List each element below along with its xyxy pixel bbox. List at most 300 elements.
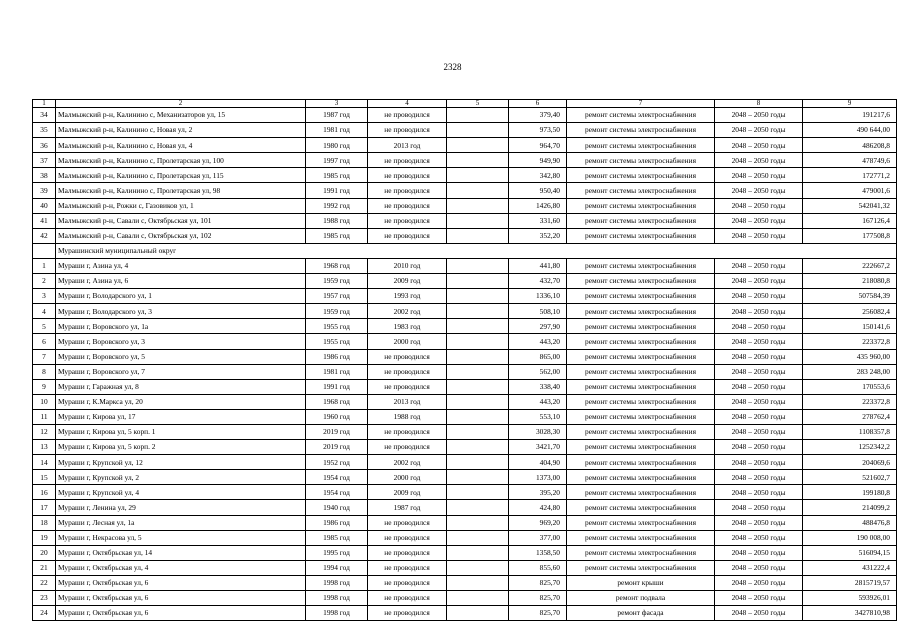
table-cell <box>447 440 509 455</box>
table-cell <box>33 243 56 258</box>
table-cell <box>447 168 509 183</box>
table-row <box>33 591 897 606</box>
table-row <box>33 394 897 409</box>
register-table <box>32 99 897 621</box>
table-cell: 172771,2 <box>803 168 897 183</box>
table-row <box>33 545 897 560</box>
table-cell: 1987 год <box>368 500 447 515</box>
table-cell: ремонт системы электроснабжения <box>567 319 715 334</box>
table-cell: 2009 год <box>368 274 447 289</box>
table-row <box>33 228 897 243</box>
table-cell: 949,90 <box>509 153 567 168</box>
table-cell: 825,70 <box>509 575 567 590</box>
table-cell: 2000 год <box>368 334 447 349</box>
table-cell: ремонт системы электроснабжения <box>567 138 715 153</box>
table-row <box>33 274 897 289</box>
table-cell: 1993 год <box>368 289 447 304</box>
table-cell: 352,20 <box>509 228 567 243</box>
table-row <box>33 123 897 138</box>
table-cell: Мураши г, Некрасова ул, 5 <box>56 530 306 545</box>
table-cell: 1985 год <box>306 168 368 183</box>
table-cell: ремонт системы электроснабжения <box>567 530 715 545</box>
table-cell: 40 <box>33 198 56 213</box>
table-cell: 1992 год <box>306 198 368 213</box>
table-cell: 2019 год <box>306 440 368 455</box>
table-cell: Мураши г, Володарского ул, 3 <box>56 304 306 319</box>
table-cell: Мураши г, Кирова ул, 5 корп. 1 <box>56 424 306 439</box>
table-cell: 1983 год <box>368 319 447 334</box>
table-cell: ремонт крыши <box>567 575 715 590</box>
table-cell: 950,40 <box>509 183 567 198</box>
table-cell: 13 <box>33 440 56 455</box>
table-cell: ремонт системы электроснабжения <box>567 470 715 485</box>
table-cell: 150141,6 <box>803 319 897 334</box>
table-cell: ремонт системы электроснабжения <box>567 545 715 560</box>
table-cell: не проводился <box>368 349 447 364</box>
table-cell <box>447 228 509 243</box>
table-cell: 855,60 <box>509 560 567 575</box>
table-row <box>33 198 897 213</box>
table-cell: Мураши г, К.Маркса ул, 20 <box>56 394 306 409</box>
table-cell: 1252342,2 <box>803 440 897 455</box>
table-cell: 278762,4 <box>803 409 897 424</box>
table-row <box>33 153 897 168</box>
table-cell: 865,00 <box>509 349 567 364</box>
table-cell: 2815719,57 <box>803 575 897 590</box>
table-cell: ремонт системы электроснабжения <box>567 379 715 394</box>
table-cell: ремонт системы электроснабжения <box>567 424 715 439</box>
table-cell: 223372,8 <box>803 334 897 349</box>
table-cell: не проводился <box>368 153 447 168</box>
table-cell: 542041,32 <box>803 198 897 213</box>
header-cell: 7 <box>567 100 715 108</box>
table-cell: 283 248,00 <box>803 364 897 379</box>
table-cell: 2013 год <box>368 138 447 153</box>
table-cell: не проводился <box>368 575 447 590</box>
table-cell: 2048 – 2050 годы <box>715 183 803 198</box>
table-cell: 2048 – 2050 годы <box>715 213 803 228</box>
table-cell <box>447 424 509 439</box>
table-cell: не проводился <box>368 183 447 198</box>
table-cell: Мураши г, Октябрьская ул, 6 <box>56 606 306 621</box>
table-cell: не проводился <box>368 440 447 455</box>
table-cell: Мураши г, Октябрьская ул, 4 <box>56 560 306 575</box>
table-cell: 1985 год <box>306 228 368 243</box>
table-cell: 2048 – 2050 годы <box>715 500 803 515</box>
table-cell: 1991 год <box>306 379 368 394</box>
table-cell: ремонт системы электроснабжения <box>567 168 715 183</box>
header-cell: 9 <box>803 100 897 108</box>
table-cell: ремонт системы электроснабжения <box>567 258 715 273</box>
table-cell: 1981 год <box>306 123 368 138</box>
table-row <box>33 560 897 575</box>
table-cell: ремонт системы электроснабжения <box>567 213 715 228</box>
table-cell: не проводился <box>368 228 447 243</box>
page-number: 2328 <box>443 62 462 72</box>
table-cell: 2048 – 2050 годы <box>715 123 803 138</box>
table-cell: 2048 – 2050 годы <box>715 591 803 606</box>
table-cell: 1 <box>33 258 56 273</box>
table-cell: Малмыжский р-н, Рожки с, Газовиков ул, 1 <box>56 198 306 213</box>
table-cell: 1336,10 <box>509 289 567 304</box>
table-cell: 3 <box>33 289 56 304</box>
table-cell <box>447 334 509 349</box>
table-cell: 167126,4 <box>803 213 897 228</box>
table-cell: 21 <box>33 560 56 575</box>
table-cell: 1940 год <box>306 500 368 515</box>
table-cell <box>447 289 509 304</box>
table-cell: 190 008,00 <box>803 530 897 545</box>
table-cell: 1955 год <box>306 334 368 349</box>
table-cell: 331,60 <box>509 213 567 228</box>
header-row <box>33 100 897 108</box>
table-cell: 593926,01 <box>803 591 897 606</box>
table-cell: ремонт системы электроснабжения <box>567 440 715 455</box>
table-cell <box>447 349 509 364</box>
table-cell: 443,20 <box>509 394 567 409</box>
table-cell: 2002 год <box>368 304 447 319</box>
table-cell: не проводился <box>368 530 447 545</box>
table-cell: 1968 год <box>306 394 368 409</box>
table-row <box>33 304 897 319</box>
table-cell: 2002 год <box>368 455 447 470</box>
table-row <box>33 455 897 470</box>
table-cell: 1997 год <box>306 153 368 168</box>
table-cell: 432,70 <box>509 274 567 289</box>
table-cell: 1985 год <box>306 530 368 545</box>
table-cell: Малмыжский р-н, Савали с, Октябрьская ул, 102 <box>56 228 306 243</box>
table-row <box>33 334 897 349</box>
table-cell: Мураши г, Азина ул, 4 <box>56 258 306 273</box>
table-row <box>33 500 897 515</box>
table-cell: 5 <box>33 319 56 334</box>
table-cell: 1954 год <box>306 470 368 485</box>
table-cell: Мураши г, Лесная ул, 1а <box>56 515 306 530</box>
table-row <box>33 289 897 304</box>
table-cell: 2010 год <box>368 258 447 273</box>
table-cell: 191217,6 <box>803 108 897 123</box>
table-cell: не проводился <box>368 424 447 439</box>
table-cell: 404,90 <box>509 455 567 470</box>
table-cell: 3421,70 <box>509 440 567 455</box>
table-cell: 1955 год <box>306 319 368 334</box>
table-cell: не проводился <box>368 198 447 213</box>
table-cell: не проводился <box>368 123 447 138</box>
table-cell: Малмыжский р-н, Савали с, Октябрьская ул, 101 <box>56 213 306 228</box>
table-cell <box>447 153 509 168</box>
table-cell: Мураши г, Крупской ул, 2 <box>56 470 306 485</box>
table-cell: 1108357,8 <box>803 424 897 439</box>
header-cell: 5 <box>447 100 509 108</box>
table-cell: 18 <box>33 515 56 530</box>
table-cell: 2048 – 2050 годы <box>715 545 803 560</box>
table-cell: Малмыжский р-н, Калинино с, Механизаторов ул, 15 <box>56 108 306 123</box>
header-cell: 8 <box>715 100 803 108</box>
table-cell: 2048 – 2050 годы <box>715 274 803 289</box>
table-cell <box>447 560 509 575</box>
table-cell: 969,20 <box>509 515 567 530</box>
table-cell: 2048 – 2050 годы <box>715 470 803 485</box>
table-cell: 2048 – 2050 годы <box>715 228 803 243</box>
table-cell: 338,40 <box>509 379 567 394</box>
table-cell <box>447 470 509 485</box>
table-cell: Мураши г, Ленина ул, 29 <box>56 500 306 515</box>
table-cell: 377,00 <box>509 530 567 545</box>
table-cell: 2019 год <box>306 424 368 439</box>
table-cell: 2048 – 2050 годы <box>715 530 803 545</box>
table-row <box>33 168 897 183</box>
table-cell: 37 <box>33 153 56 168</box>
table-cell: ремонт системы электроснабжения <box>567 455 715 470</box>
table-cell <box>447 379 509 394</box>
table-cell: ремонт системы электроснабжения <box>567 304 715 319</box>
header-cell: 4 <box>368 100 447 108</box>
table-cell <box>447 198 509 213</box>
table-cell <box>447 606 509 621</box>
table-row <box>33 440 897 455</box>
table-cell: не проводился <box>368 364 447 379</box>
table-cell: не проводился <box>368 379 447 394</box>
table-cell <box>447 304 509 319</box>
table-cell: Мураши г, Октябрьская ул, 6 <box>56 575 306 590</box>
table-cell: 1994 год <box>306 560 368 575</box>
table-cell: 4 <box>33 304 56 319</box>
table-cell: 11 <box>33 409 56 424</box>
table-cell: 204069,6 <box>803 455 897 470</box>
table-cell: ремонт системы электроснабжения <box>567 394 715 409</box>
table-cell: 1987 год <box>306 108 368 123</box>
table-cell: 223372,8 <box>803 394 897 409</box>
table-cell: 2048 – 2050 годы <box>715 349 803 364</box>
table-row <box>33 515 897 530</box>
table-cell: 218080,8 <box>803 274 897 289</box>
table-cell <box>447 183 509 198</box>
table-row <box>33 409 897 424</box>
table-cell: Малмыжский р-н, Калинино с, Пролетарская ул, 98 <box>56 183 306 198</box>
table-cell: ремонт системы электроснабжения <box>567 289 715 304</box>
table-cell: 24 <box>33 606 56 621</box>
table-cell: 2048 – 2050 годы <box>715 379 803 394</box>
table-cell: 2048 – 2050 годы <box>715 394 803 409</box>
table-cell: 507584,39 <box>803 289 897 304</box>
header-cell: 6 <box>509 100 567 108</box>
table-cell: 23 <box>33 591 56 606</box>
table-row <box>33 485 897 500</box>
table-cell: 10 <box>33 394 56 409</box>
table-cell: не проводился <box>368 560 447 575</box>
table-cell: 2048 – 2050 годы <box>715 485 803 500</box>
table-cell: 2048 – 2050 годы <box>715 138 803 153</box>
table-cell <box>447 138 509 153</box>
table-cell: 508,10 <box>509 304 567 319</box>
table-cell: ремонт системы электроснабжения <box>567 274 715 289</box>
table-cell: 2048 – 2050 годы <box>715 455 803 470</box>
table-cell: 2048 – 2050 годы <box>715 409 803 424</box>
table-cell: 1426,80 <box>509 198 567 213</box>
table-cell: 2000 год <box>368 470 447 485</box>
table-cell: Мураши г, Володарского ул, 1 <box>56 289 306 304</box>
table-cell: 41 <box>33 213 56 228</box>
table-cell: 424,80 <box>509 500 567 515</box>
table-cell: 222667,2 <box>803 258 897 273</box>
table-cell: не проводился <box>368 213 447 228</box>
table-cell: 2 <box>33 274 56 289</box>
table-cell: Мураши г, Воровского ул, 3 <box>56 334 306 349</box>
table-cell: Мураши г, Крупской ул, 4 <box>56 485 306 500</box>
table-cell: 8 <box>33 364 56 379</box>
table-cell: 342,80 <box>509 168 567 183</box>
table-cell: 17 <box>33 500 56 515</box>
table-cell: ремонт системы электроснабжения <box>567 500 715 515</box>
table-cell: 2048 – 2050 годы <box>715 440 803 455</box>
table-cell: Мураши г, Азина ул, 6 <box>56 274 306 289</box>
table-cell: 1986 год <box>306 515 368 530</box>
table-row <box>33 138 897 153</box>
table-cell: 1995 год <box>306 545 368 560</box>
table-cell <box>447 319 509 334</box>
table-cell: 479001,6 <box>803 183 897 198</box>
table-cell: не проводился <box>368 591 447 606</box>
table-cell: 431222,4 <box>803 560 897 575</box>
table-cell: 12 <box>33 424 56 439</box>
table-cell: 2048 – 2050 годы <box>715 319 803 334</box>
table-cell: Мураши г, Кирова ул, 5 корп. 2 <box>56 440 306 455</box>
table-cell: 379,40 <box>509 108 567 123</box>
table-cell: 2048 – 2050 годы <box>715 364 803 379</box>
table-cell: ремонт системы электроснабжения <box>567 108 715 123</box>
table-cell: 3427810,98 <box>803 606 897 621</box>
table-cell <box>447 123 509 138</box>
table-cell: 1954 год <box>306 485 368 500</box>
table-cell: 1358,50 <box>509 545 567 560</box>
table-cell: ремонт системы электроснабжения <box>567 364 715 379</box>
table-cell <box>447 515 509 530</box>
table-cell: 486208,8 <box>803 138 897 153</box>
table-cell: 2048 – 2050 годы <box>715 168 803 183</box>
table-cell: 478749,6 <box>803 153 897 168</box>
table-cell: 2048 – 2050 годы <box>715 334 803 349</box>
table-cell: 2048 – 2050 годы <box>715 424 803 439</box>
table-cell: ремонт системы электроснабжения <box>567 228 715 243</box>
table-cell: 19 <box>33 530 56 545</box>
table-row <box>33 424 897 439</box>
table-cell: 1998 год <box>306 575 368 590</box>
table-cell <box>447 274 509 289</box>
table-cell: 2048 – 2050 годы <box>715 258 803 273</box>
table-cell: Малмыжский р-н, Калинино с, Пролетарская ул, 100 <box>56 153 306 168</box>
table-cell: 441,80 <box>509 258 567 273</box>
table-cell: 2048 – 2050 годы <box>715 289 803 304</box>
table-cell <box>447 500 509 515</box>
table-cell: ремонт системы электроснабжения <box>567 334 715 349</box>
table-cell: ремонт системы электроснабжения <box>567 153 715 168</box>
table-cell: не проводился <box>368 606 447 621</box>
table-cell: 15 <box>33 470 56 485</box>
table-cell: 256082,4 <box>803 304 897 319</box>
table-cell: 34 <box>33 108 56 123</box>
table-cell: 2013 год <box>368 394 447 409</box>
table-cell: ремонт фасада <box>567 606 715 621</box>
table-cell: не проводился <box>368 168 447 183</box>
table-cell: Малмыжский р-н, Калинино с, Пролетарская ул, 115 <box>56 168 306 183</box>
table-cell: 2048 – 2050 годы <box>715 575 803 590</box>
table-cell <box>447 213 509 228</box>
table-row <box>33 108 897 123</box>
table-cell: 1986 год <box>306 349 368 364</box>
table-cell: ремонт системы электроснабжения <box>567 560 715 575</box>
table-cell: ремонт подвала <box>567 591 715 606</box>
table-cell: не проводился <box>368 515 447 530</box>
table-cell: Мураши г, Кирова ул, 17 <box>56 409 306 424</box>
table-row <box>33 470 897 485</box>
table-cell: 2048 – 2050 годы <box>715 606 803 621</box>
table-row <box>33 258 897 273</box>
table-row <box>33 319 897 334</box>
table-cell: 825,70 <box>509 606 567 621</box>
table-cell <box>447 409 509 424</box>
table-cell: Малмыжский р-н, Калинино с, Новая ул, 2 <box>56 123 306 138</box>
table-cell: 199180,8 <box>803 485 897 500</box>
table-cell: 964,70 <box>509 138 567 153</box>
table-cell: 2048 – 2050 годы <box>715 198 803 213</box>
table-cell: 1988 год <box>368 409 447 424</box>
table-cell: Мураши г, Октябрьская ул, 6 <box>56 591 306 606</box>
table-cell: 2048 – 2050 годы <box>715 515 803 530</box>
table-cell: 38 <box>33 168 56 183</box>
table-cell: 395,20 <box>509 485 567 500</box>
table-cell <box>447 591 509 606</box>
header-cell: 3 <box>306 100 368 108</box>
table-cell: 20 <box>33 545 56 560</box>
table-cell: 1998 год <box>306 606 368 621</box>
table-cell: 2009 год <box>368 485 447 500</box>
table-cell: ремонт системы электроснабжения <box>567 198 715 213</box>
table-cell: 1988 год <box>306 213 368 228</box>
table-cell: Мураши г, Воровского ул, 7 <box>56 364 306 379</box>
table-cell: ремонт системы электроснабжения <box>567 409 715 424</box>
table-cell <box>447 394 509 409</box>
table-cell: 42 <box>33 228 56 243</box>
header-cell: 2 <box>56 100 306 108</box>
table-cell <box>447 485 509 500</box>
table-row <box>33 364 897 379</box>
table-cell: 435 960,00 <box>803 349 897 364</box>
table-cell: ремонт системы электроснабжения <box>567 485 715 500</box>
table-cell: 516094,15 <box>803 545 897 560</box>
table-cell: 3028,30 <box>509 424 567 439</box>
table-cell: 2048 – 2050 годы <box>715 304 803 319</box>
section-title: Мурашинский муниципальный округ <box>56 243 897 258</box>
table-cell: 521602,7 <box>803 470 897 485</box>
table-cell: 1959 год <box>306 304 368 319</box>
table-cell <box>447 108 509 123</box>
table-cell: Мураши г, Гаражная ул, 8 <box>56 379 306 394</box>
table-cell: Мураши г, Октябрьская ул, 14 <box>56 545 306 560</box>
table-cell: Малмыжский р-н, Калинино с, Новая ул, 4 <box>56 138 306 153</box>
table-cell: Мураши г, Воровского ул, 1а <box>56 319 306 334</box>
table-row <box>33 575 897 590</box>
table-cell <box>447 258 509 273</box>
table-cell: 1968 год <box>306 258 368 273</box>
table-cell <box>447 455 509 470</box>
table-cell <box>447 545 509 560</box>
table-cell: не проводился <box>368 545 447 560</box>
table-cell: 7 <box>33 349 56 364</box>
table-cell: 2048 – 2050 годы <box>715 108 803 123</box>
table-row <box>33 530 897 545</box>
table-cell: 825,70 <box>509 591 567 606</box>
table-row <box>33 349 897 364</box>
